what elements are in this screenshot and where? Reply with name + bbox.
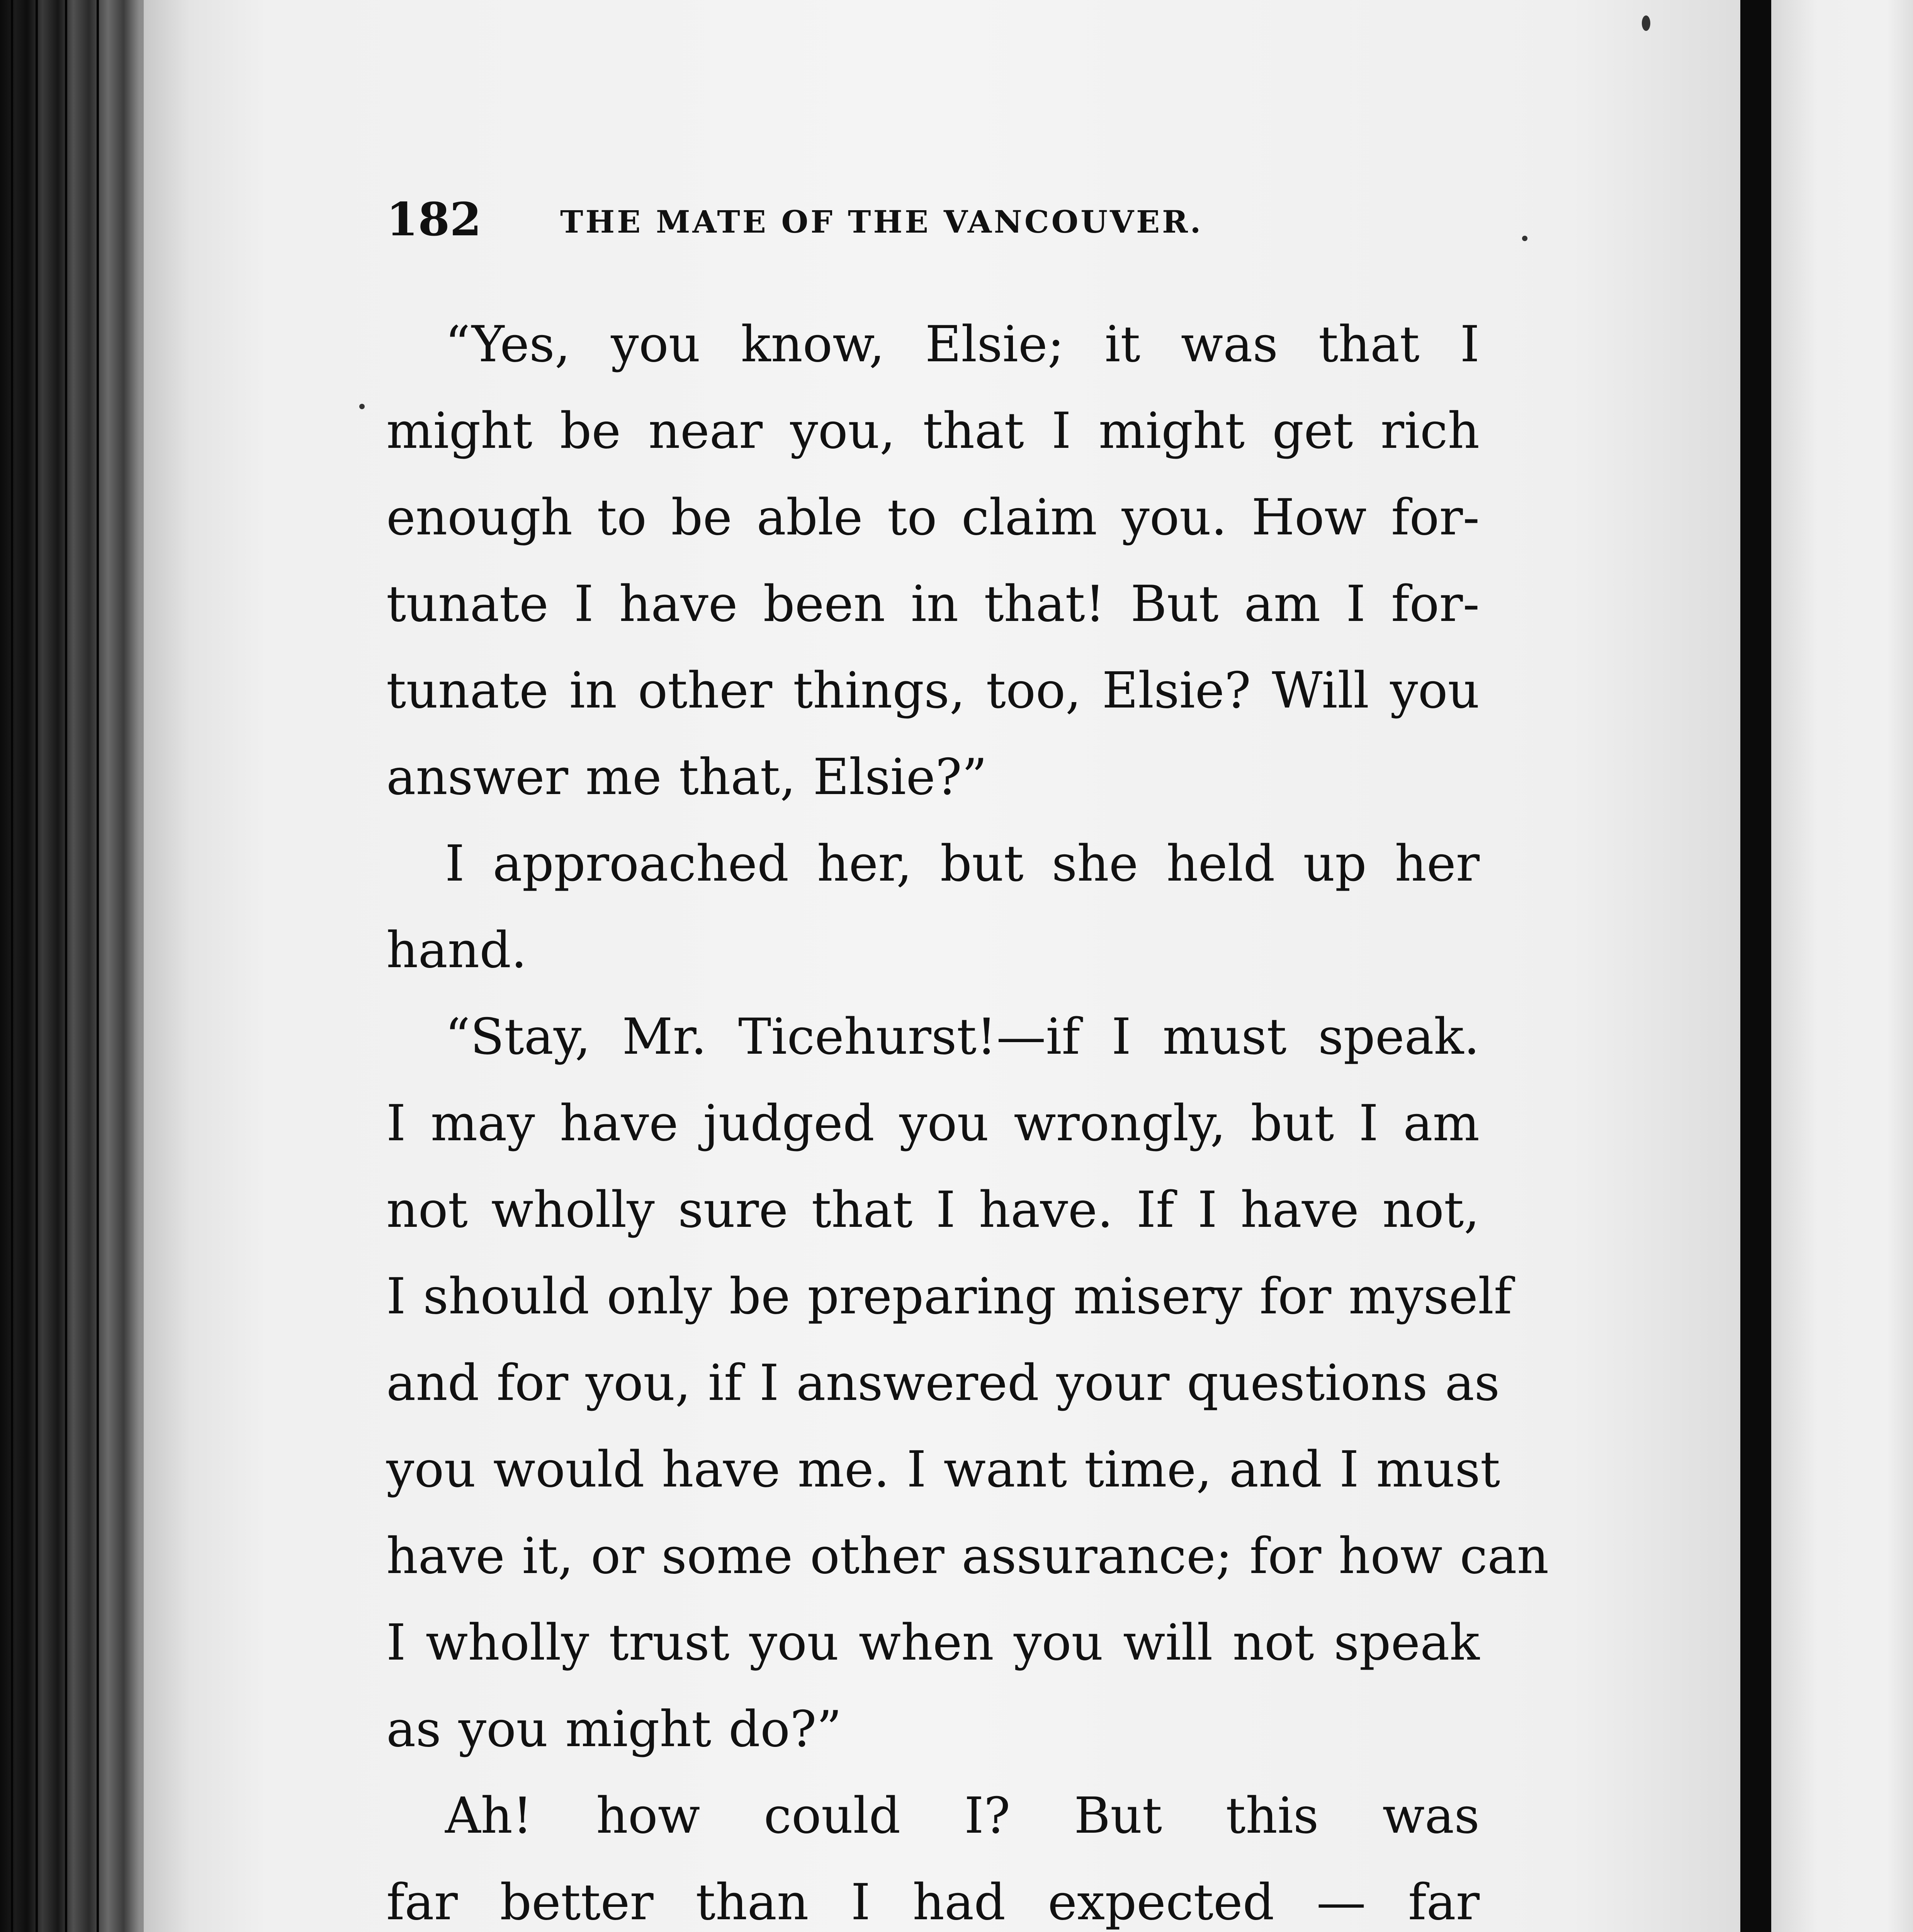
text-line: you would have me. I want time, and I must — [386, 1441, 1500, 1498]
text-line: as you might do?” — [386, 1701, 842, 1758]
running-head — [386, 189, 1480, 250]
dust-speck — [359, 404, 365, 409]
text-line: “Stay, Mr. Ticehurst!—if I must speak. — [445, 1008, 1480, 1066]
page-number: 182 — [386, 192, 482, 246]
text-line: tunate in other things, too, Elsie? Will you — [386, 662, 1480, 719]
page-edge-line — [97, 0, 99, 1932]
text-line: I may have judged you wrongly, but I am — [386, 1095, 1480, 1152]
paragraph — [386, 994, 1549, 1773]
text-line: I wholly trust you when you will not speak — [386, 1614, 1480, 1672]
text-line: have it, or some other assurance; for how can — [386, 1527, 1549, 1585]
text-line: “Yes, you know, Elsie; it was that I — [445, 316, 1480, 373]
body-text — [386, 301, 1549, 1932]
text-line: might be near you, that I might get rich — [386, 402, 1480, 460]
page-edge-line — [65, 0, 67, 1932]
text-line: I should only be preparing misery for myself — [386, 1268, 1512, 1325]
text-line: far better than I had expected — far — [386, 1874, 1480, 1931]
text-line: and for you, if I answered your questions as — [386, 1354, 1500, 1412]
text-line: enough to be able to claim you. How for- — [386, 489, 1480, 546]
text-line: Ah! how could I? But this was — [445, 1787, 1480, 1845]
dust-speck — [1642, 15, 1650, 31]
dust-speck — [1522, 236, 1527, 241]
page-edge-line — [36, 0, 38, 1932]
text-line: tunate I have been in that! But am I for- — [386, 575, 1480, 633]
running-title: THE MATE OF THE VANCOUVER. — [560, 204, 1203, 240]
text-line: I approached her, but she held up her — [445, 835, 1480, 893]
paragraph — [386, 821, 1480, 994]
gutter-shadow — [1740, 0, 1771, 1932]
page-edge-line — [11, 0, 13, 1932]
text-line: answer me that, Elsie?” — [386, 748, 987, 806]
paragraph — [386, 301, 1480, 821]
next-page-sliver — [1771, 0, 1913, 1932]
text-line: hand. — [386, 922, 527, 979]
paragraph — [386, 1773, 1480, 1932]
page-stack-edge — [0, 0, 155, 1932]
text-line: not wholly sure that I have. If I have not, — [386, 1181, 1480, 1239]
